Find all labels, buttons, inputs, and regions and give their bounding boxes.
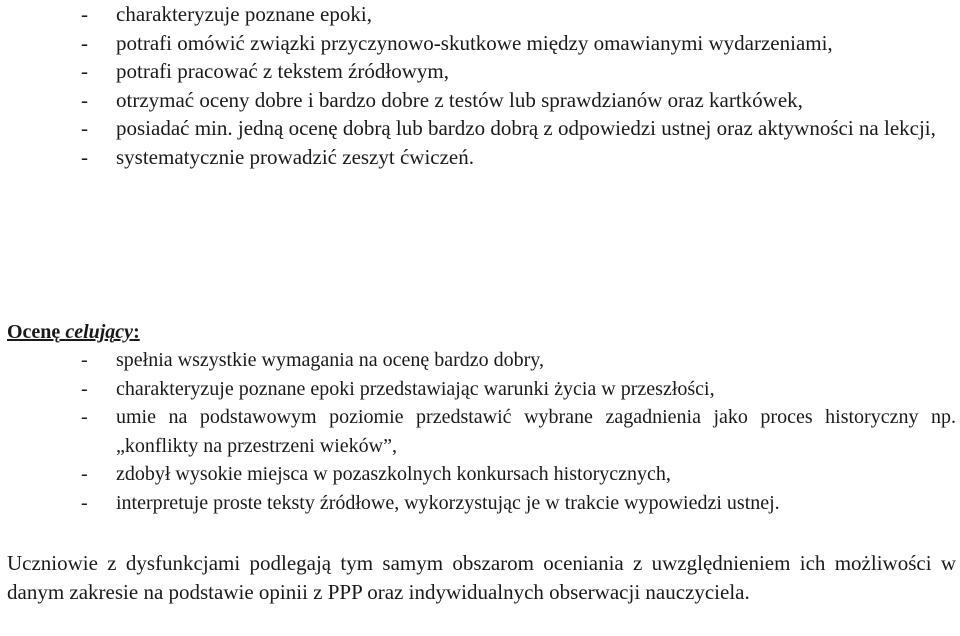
requirements-list-top xyxy=(0,0,940,171)
list-dash: - xyxy=(81,144,88,169)
list-dash: - xyxy=(81,87,88,112)
list-dash: - xyxy=(81,377,88,400)
list-item-text: charakteryzuje poznane epoki przedstawiając warunki życia w przeszłości, xyxy=(116,377,715,400)
list-item xyxy=(0,86,940,115)
list-item xyxy=(0,29,940,58)
requirements-list-celujacy xyxy=(0,346,960,517)
list-item-text: posiadać min. jedną ocenę dobrą lub bardzo dobrą z odpowiedzi ustnej oraz aktywności na lekcji, xyxy=(116,116,936,140)
list-item xyxy=(0,114,940,143)
list-item xyxy=(0,460,960,489)
list-item-text: umie na podstawowym poziomie przedstawić wybrane zagadnienia jako proces historyczny np. „konflikty na przestrzeni wieków”, xyxy=(116,406,956,457)
list-item xyxy=(0,489,960,518)
list-item-text: potrafi pracować z tekstem źródłowym, xyxy=(116,59,449,83)
list-item-text: systematycznie prowadzić zeszyt ćwiczeń. xyxy=(116,144,474,169)
list-item-text: zdobył wysokie miejsca w pozaszkolnych konkursach historycznych, xyxy=(116,463,671,485)
list-item xyxy=(0,57,940,86)
list-item-text: charakteryzuje poznane epoki, xyxy=(116,2,372,26)
list-item-text: spełnia wszystkie wymagania na ocenę bardzo dobry, xyxy=(116,349,544,371)
list-dash: - xyxy=(81,59,88,83)
list-item xyxy=(0,375,960,404)
list-dash: - xyxy=(81,349,88,371)
list-item xyxy=(0,346,960,375)
list-item xyxy=(0,0,940,29)
grade-heading-celujacy xyxy=(7,318,140,346)
closing-paragraph: Uczniowie z dysfunkcjami podlegają tym samym obszarom oceniania z uwzględnieniem ich możliwości w danym zakresie na podstawie opinii z PPP oraz indywidualnych obserwacji nauczyciela. xyxy=(7,551,956,604)
list-dash: - xyxy=(81,116,88,140)
list-item xyxy=(0,143,940,172)
heading-grade-name: celujący xyxy=(65,321,134,343)
list-item-text: otrzymać oceny dobre i bardzo dobre z testów lub sprawdzianów oraz kartkówek, xyxy=(116,87,803,112)
list-item-text: interpretuje proste teksty źródłowe, wykorzystując je w trakcie wypowiedzi ustnej. xyxy=(116,491,780,514)
heading-suffix: : xyxy=(133,321,140,343)
list-dash: - xyxy=(81,463,88,485)
list-dash: - xyxy=(81,406,88,428)
heading-prefix: Ocenę xyxy=(7,321,66,343)
list-dash: - xyxy=(81,2,88,26)
list-item-text: potrafi omówić związki przyczynowo-skutkowe między omawianymi wydarzeniami, xyxy=(116,30,833,55)
list-item xyxy=(0,403,960,460)
list-dash: - xyxy=(81,491,88,514)
list-dash: - xyxy=(81,30,88,55)
